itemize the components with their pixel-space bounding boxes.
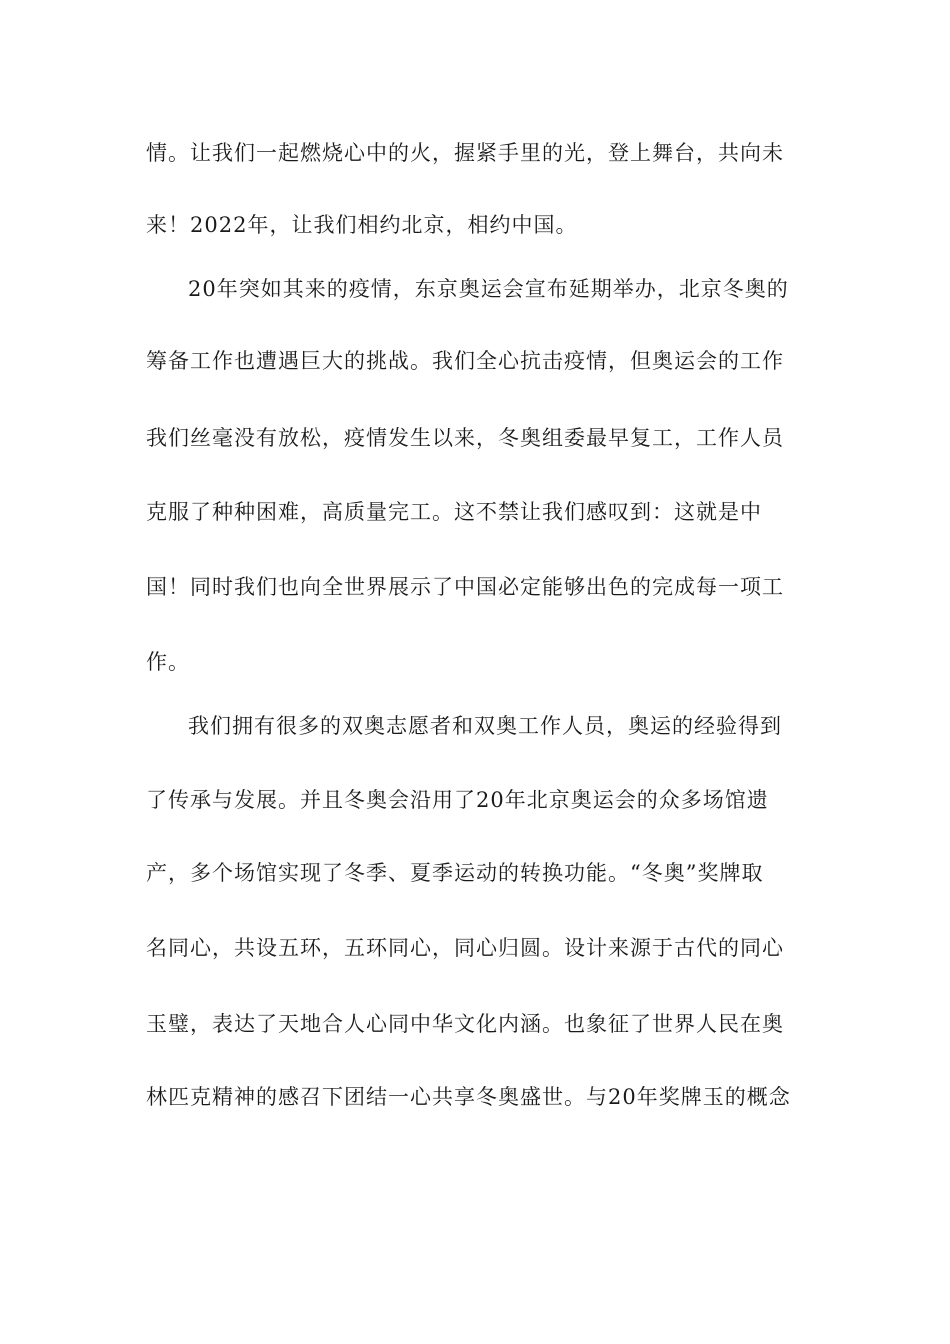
paragraph-2-line-3: 我们丝毫没有放松，疫情发生以来，冬奥组委最早复工，工作人员 — [146, 426, 784, 450]
paragraph-2-line-1: 20年突如其来的疫情，东京奥运会宣布延期举办，北京冬奥的 — [188, 277, 789, 301]
paragraph-1-line-2: 来！2022年，让我们相约北京，相约中国。 — [146, 213, 578, 237]
paragraph-2-line-6: 作。 — [146, 650, 190, 674]
paragraph-3-line-1: 我们拥有很多的双奥志愿者和双奥工作人员，奥运的经验得到 — [188, 714, 782, 738]
paragraph-2-line-2: 筹备工作也遭遇巨大的挑战。我们全心抗击疫情，但奥运会的工作 — [146, 349, 784, 373]
paragraph-2-line-4: 克服了种种困难，高质量完工。这不禁让我们感叹到：这就是中 — [146, 500, 762, 524]
paragraph-2-line-5: 国！同时我们也向全世界展示了中国必定能够出色的完成每一项工 — [146, 575, 784, 599]
paragraph-3-line-6: 林匹克精神的感召下团结一心共享冬奥盛世。与20年奖牌玉的概念 — [146, 1085, 791, 1109]
paragraph-1-line-1: 情。让我们一起燃烧心中的火，握紧手里的光，登上舞台，共向未 — [146, 141, 784, 165]
paragraph-3-line-3: 产，多个场馆实现了冬季、夏季运动的转换功能。“冬奥”奖牌取 — [146, 861, 764, 885]
paragraph-3-line-5: 玉璧，表达了天地合人心同中华文化内涵。也象征了世界人民在奥 — [146, 1012, 784, 1036]
paragraph-3-line-2: 了传承与发展。并且冬奥会沿用了20年北京奥运会的众多场馆遗 — [146, 788, 769, 812]
paragraph-3-line-4: 名同心，共设五环，五环同心，同心归圆。设计来源于古代的同心 — [146, 936, 784, 960]
